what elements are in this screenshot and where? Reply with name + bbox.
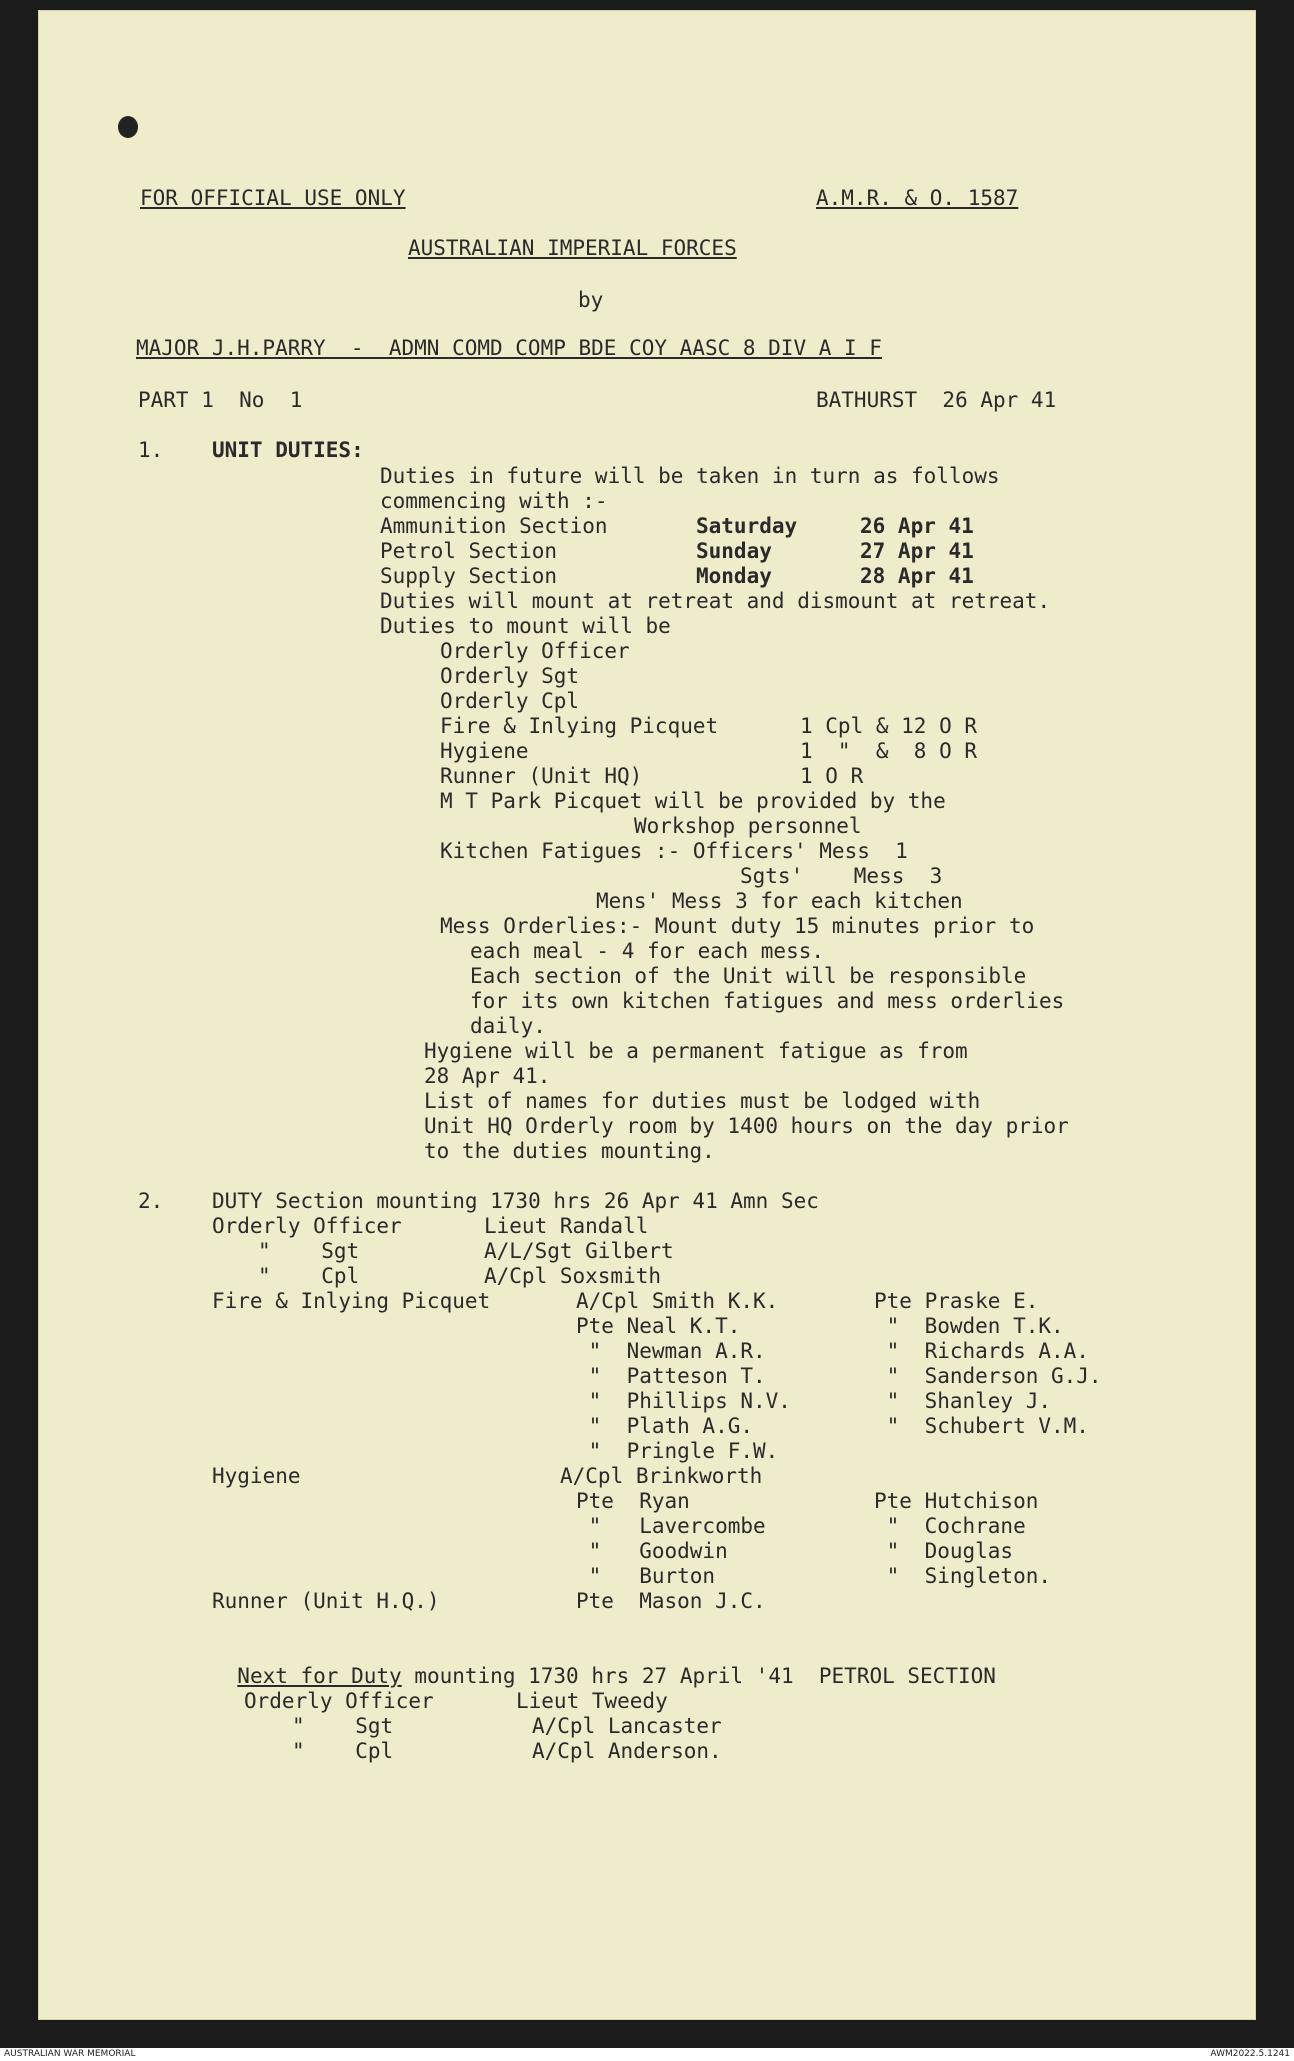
hygiene-member: Pte Hutchison [874,1489,1039,1513]
duty-strength: 1 " & 8 O R [800,739,978,763]
duty-name: Orderly Sgt [440,664,580,688]
duty-label: Orderly Officer [212,1214,402,1238]
runner-person: Pte Mason J.C. [576,1589,766,1613]
section-2-number: 2. [138,1189,164,1213]
rota-date: 27 Apr 41 [860,539,974,563]
section-2-heading: DUTY Section mounting 1730 hrs 26 Apr 41 Amn Sec [212,1189,819,1213]
duty-name: Hygiene [440,739,529,763]
rota-day: Saturday [696,514,798,538]
duty-name: Orderly Officer [440,639,630,663]
text-line: Duties will mount at retreat and dismount at retreat. [380,589,1051,613]
part-number: PART 1 No 1 [138,388,303,412]
text-line: Workshop personnel [634,814,862,838]
duty-label: " Sgt [258,1239,360,1263]
duty-name: Runner (Unit HQ) [440,764,643,788]
hygiene-member: " Lavercombe [576,1514,766,1538]
picquet-member: " Phillips N.V. [576,1389,791,1413]
duty-name: Orderly Cpl [440,689,580,713]
duty-strength: 1 O R [800,764,864,788]
text-line: List of names for duties must be lodged with [424,1089,981,1113]
place-date: BATHURST 26 Apr 41 [816,388,1057,412]
rota-section: Ammunition Section [380,514,608,538]
picquet-member: " Richards A.A. [874,1339,1089,1363]
text-line: Duties to mount will be [380,614,671,638]
archive-name: AUSTRALIAN WAR MEMORIAL [4,2049,136,2059]
duty-label: " Sgt [292,1714,394,1738]
text-line: Duties in future will be taken in turn as follows [380,464,1000,488]
hygiene-member: " Singleton. [874,1564,1052,1588]
duty-strength: 1 Cpl & 12 O R [800,714,978,738]
document-title: AUSTRALIAN IMPERIAL FORCES [408,236,737,260]
text-line: 28 Apr 41. [424,1064,551,1088]
picquet-member: " Shanley J. [874,1389,1052,1413]
hygiene-member: " Burton [576,1564,716,1588]
rota-date: 28 Apr 41 [860,564,974,588]
hygiene-member: " Douglas [874,1539,1014,1563]
text-line: Kitchen Fatigues :- Officers' Mess 1 [440,839,908,863]
rota-day: Sunday [696,539,772,563]
duty-person: A/L/Sgt Gilbert [484,1239,674,1263]
text-line: M T Park Picquet will be provided by the [440,789,946,813]
picquet-member: " Plath A.G. [576,1414,754,1438]
text-line: for its own kitchen fatigues and mess orderlies [470,989,1065,1013]
text-line: commencing with :- [380,489,608,513]
duty-person: A/Cpl Soxsmith [484,1264,662,1288]
picquet-member: " Pringle F.W. [576,1439,779,1463]
duty-person: Lieut Randall [484,1214,649,1238]
hygiene-head: A/Cpl Brinkworth [560,1464,763,1488]
text-line: Mess Orderlies:- Mount duty 15 minutes prior to [440,914,1035,938]
next-for-duty-label: Next for Duty [237,1664,402,1688]
duty-label: Hygiene [212,1464,301,1488]
duty-person: A/Cpl Lancaster [532,1714,722,1738]
archive-reference: AWM2022.5.1241 [1210,2049,1290,2059]
duty-person: Lieut Tweedy [516,1689,668,1713]
text-line: Each section of the Unit will be responsible [470,964,1027,988]
hygiene-member: Pte Ryan [576,1489,690,1513]
text-line: Unit HQ Orderly room by 1400 hours on the day prior [424,1114,1069,1138]
picquet-member: " Newman A.R. [576,1339,766,1363]
reference-number: A.M.R. & O. 1587 [816,186,1019,210]
picquet-member: Pte Neal K.T. [576,1314,741,1338]
text-line: Hygiene will be a permanent fatigue as from [424,1039,968,1063]
official-use-heading: FOR OFFICIAL USE ONLY [140,186,406,210]
punch-hole [118,116,138,138]
text-line: daily. [470,1014,546,1038]
duty-name: Fire & Inlying Picquet [440,714,719,738]
duty-label: " Cpl [292,1739,394,1763]
rota-section: Petrol Section [380,539,558,563]
picquet-member: Pte Praske E. [874,1289,1039,1313]
duty-label: " Cpl [258,1264,360,1288]
picquet-member: " Patteson T. [576,1364,766,1388]
duty-label: Runner (Unit H.Q.) [212,1589,440,1613]
section-1-heading: UNIT DUTIES: [212,438,364,462]
rota-day: Monday [696,564,772,588]
hygiene-member: " Cochrane [874,1514,1026,1538]
by-line: by [578,288,604,312]
duty-person: A/Cpl Anderson. [532,1739,722,1763]
text-line: to the duties mounting. [424,1139,715,1163]
hygiene-member: " Goodwin [576,1539,728,1563]
rota-date: 26 Apr 41 [860,514,974,538]
text-line: Mens' Mess 3 for each kitchen [596,889,963,913]
picquet-member: " Bowden T.K. [874,1314,1064,1338]
rota-section: Supply Section [380,564,558,588]
picquet-member: " Sanderson G.J. [874,1364,1102,1388]
duty-label: Orderly Officer [244,1689,434,1713]
duty-label: Fire & Inlying Picquet [212,1289,491,1313]
section-1-number: 1. [138,438,164,462]
commander-line: MAJOR J.H.PARRY - ADMN COMD COMP BDE COY AASC 8 DIV A I F [136,336,882,360]
picquet-member: " Schubert V.M. [874,1414,1089,1438]
text-line: each meal - 4 for each mess. [470,939,825,963]
picquet-member: A/Cpl Smith K.K. [576,1289,779,1313]
text-line: Sgts' Mess 3 [740,864,943,888]
archive-footer [0,2048,1294,2061]
next-for-duty-text: mounting 1730 hrs 27 April '41 PETROL SECTION [401,1664,996,1688]
